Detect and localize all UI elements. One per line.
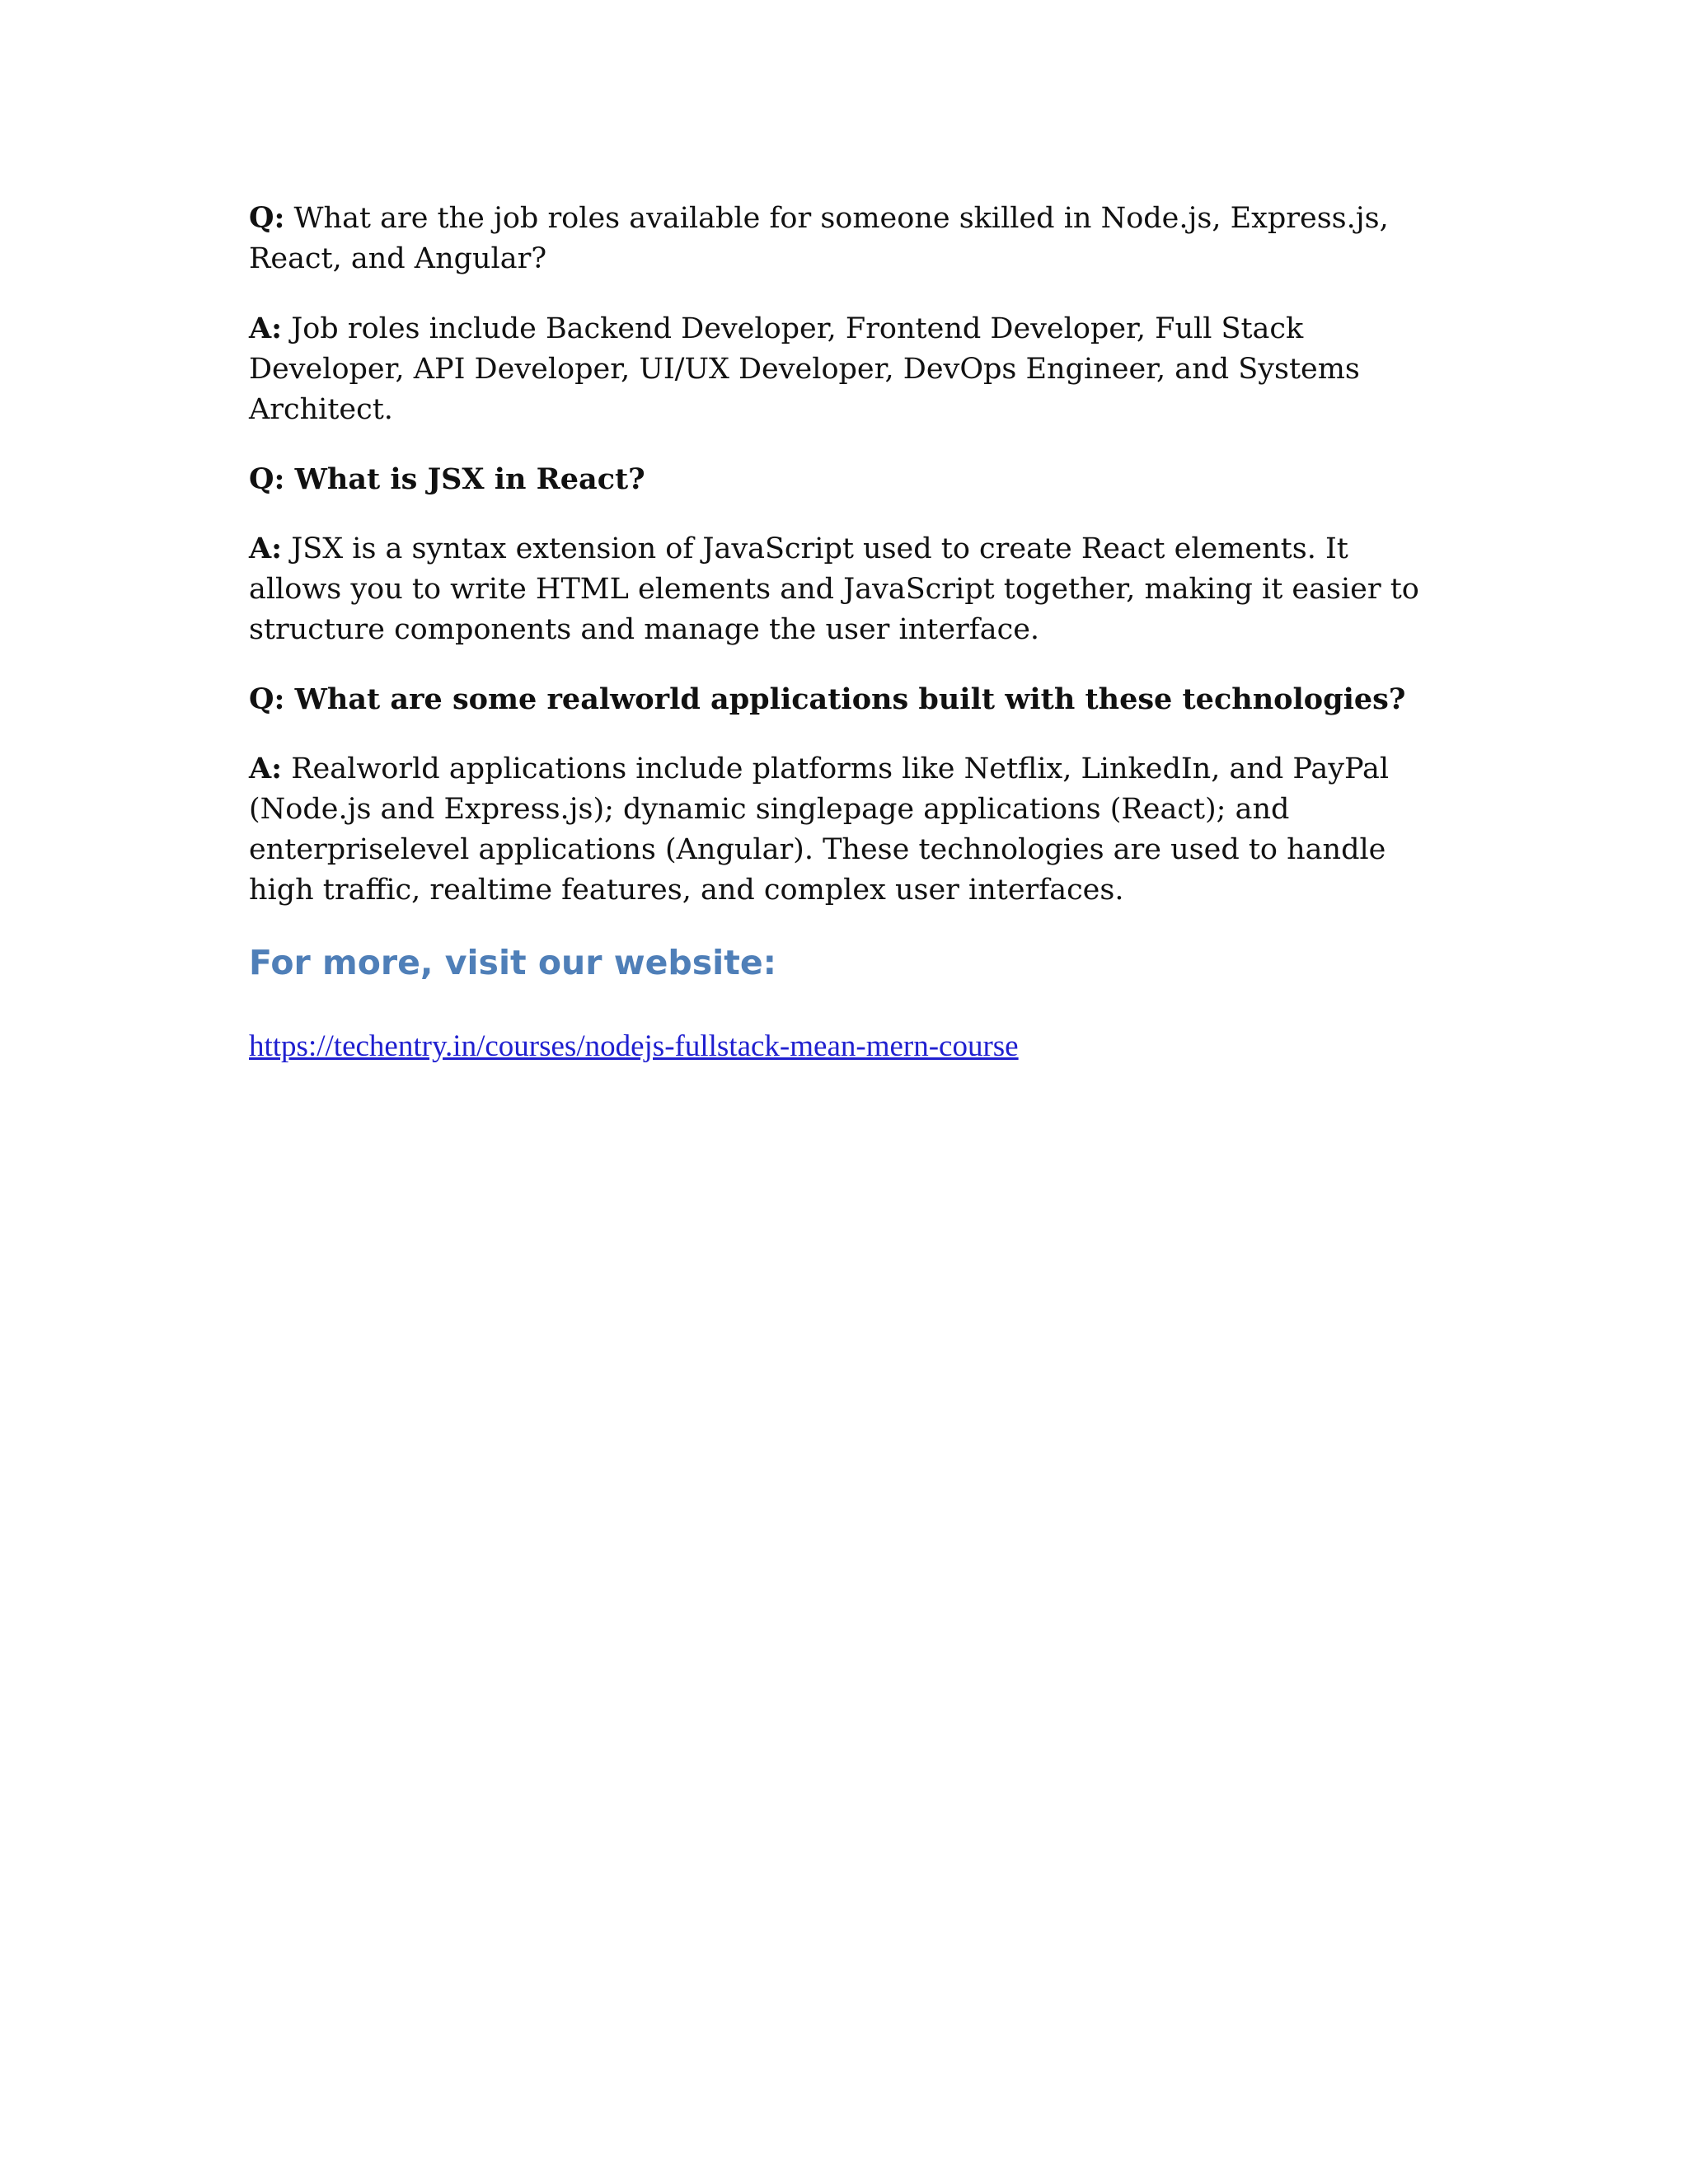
page-content	[249, 198, 1444, 1067]
answer-realworld-apps	[249, 748, 1444, 911]
answer-jsx	[249, 528, 1444, 650]
question-label: Q:	[249, 201, 285, 235]
answer-label: A:	[249, 532, 283, 565]
question-jsx: Q: What is JSX in React?	[249, 462, 645, 496]
answer-text: Job roles include Backend Developer, Frontend Developer, Full Stack Developer, API Developer, UI/UX Developer, DevOps Engineer, and Systems Architect.	[249, 312, 1360, 426]
question-text: What are the job roles available for someone skilled in Node.js, Express.js, React, and Angular?	[249, 202, 1389, 275]
answer-text: JSX is a syntax extension of JavaScript used to create React elements. It allows you to write HTML elements and JavaScript together, making it easier to structure components and manage the user interface.	[249, 532, 1419, 646]
question-job-roles	[249, 198, 1444, 279]
answer-job-roles	[249, 308, 1444, 430]
answer-text: Realworld applications include platforms like Netflix, LinkedIn, and PayPal (Node.js and Express.js); dynamic singlepage applications (React); and enterpriselevel applications (Angular). These technologies are used to handle high traffic, realtime features, and complex user interfaces.	[249, 752, 1390, 907]
website-link[interactable]: https://techentry.in/courses/nodejs-fullstack-mean-mern-course	[249, 1029, 1019, 1063]
question-realworld-apps: Q: What are some realworld applications built with these technologies?	[249, 682, 1406, 716]
answer-label: A:	[249, 752, 283, 785]
answer-label: A:	[249, 312, 283, 345]
cta-heading: For more, visit our website:	[249, 943, 777, 982]
